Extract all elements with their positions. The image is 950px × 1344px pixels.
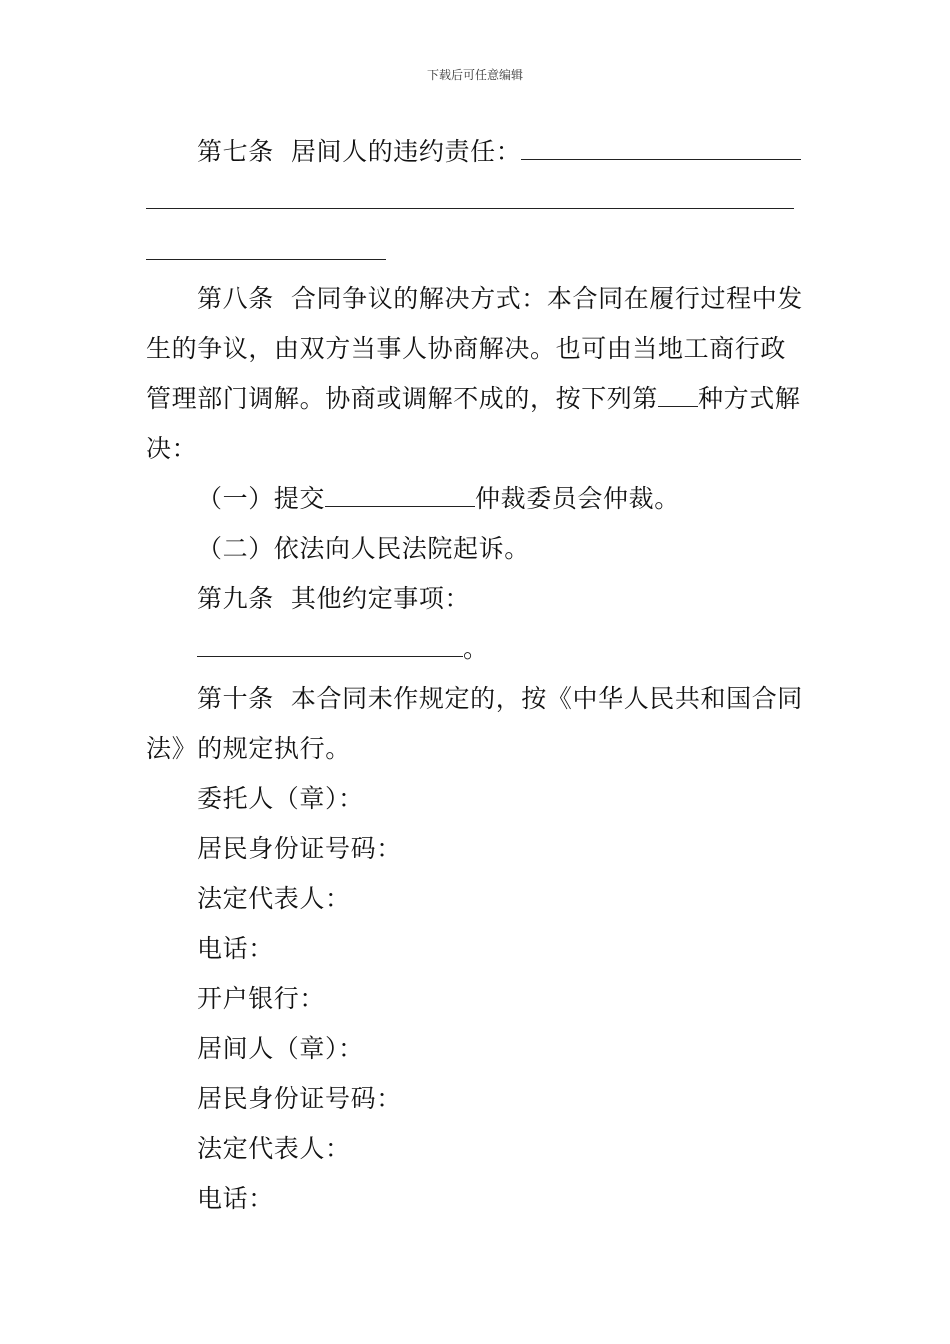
article-8-line-2: 生的争议，由双方当事人协商解决。也可由当地工商行政 <box>146 334 787 363</box>
article-9-end: 。 <box>463 634 489 663</box>
article-7-blank <box>521 139 801 160</box>
article-8-label: 第八条 <box>197 284 274 313</box>
article-7-blank-line-3 <box>146 259 386 260</box>
broker-phone: 电话： <box>197 1184 274 1213</box>
article-8-text-3a: 管理部门调解。协商或调解不成的，按下列第 <box>146 384 659 413</box>
article-10-label: 第十条 <box>197 684 274 713</box>
option-2: （二）依法向人民法院起诉。 <box>197 534 530 563</box>
broker-seal: 居间人（章）： <box>197 1034 364 1063</box>
article-9-blank-row <box>197 633 489 665</box>
article-8-text-1: 合同争议的解决方式：本合同在履行过程中发 <box>290 284 803 313</box>
article-8-line-1 <box>197 283 803 315</box>
article-8-line-3 <box>146 383 800 415</box>
article-9-label: 第九条 <box>197 584 274 613</box>
article-10-line-2: 法》的规定执行。 <box>146 734 351 763</box>
option-1-pre: （一）提交 <box>197 484 326 513</box>
article-7-label: 第七条 <box>197 137 274 166</box>
article-10-line-1 <box>197 683 803 715</box>
broker-rep: 法定代表人： <box>197 1134 351 1163</box>
article-8-line-4: 决： <box>146 434 198 463</box>
principal-rep: 法定代表人： <box>197 884 351 913</box>
option-1-post: 仲裁委员会仲裁。 <box>475 484 680 513</box>
article-9-blank <box>197 636 463 657</box>
article-8-choice-blank <box>658 386 698 407</box>
principal-bank: 开户银行： <box>197 984 326 1013</box>
principal-id: 居民身份证号码： <box>197 834 402 863</box>
option-1 <box>197 483 680 515</box>
article-9-text: 其他约定事项： <box>290 584 471 613</box>
article-9 <box>197 583 470 615</box>
article-7 <box>197 136 801 168</box>
page-header: 下载后可任意编辑 <box>426 68 523 82</box>
principal-seal: 委托人（章）： <box>197 784 364 813</box>
article-8-text-3b: 种方式解 <box>698 384 801 413</box>
option-1-blank <box>325 486 475 507</box>
article-7-blank-line-2 <box>146 208 794 209</box>
broker-id: 居民身份证号码： <box>197 1084 402 1113</box>
principal-phone: 电话： <box>197 934 274 963</box>
article-7-text: 居间人的违约责任： <box>290 137 522 166</box>
article-10-text-1: 本合同未作规定的，按《中华人民共和国合同 <box>290 684 803 713</box>
